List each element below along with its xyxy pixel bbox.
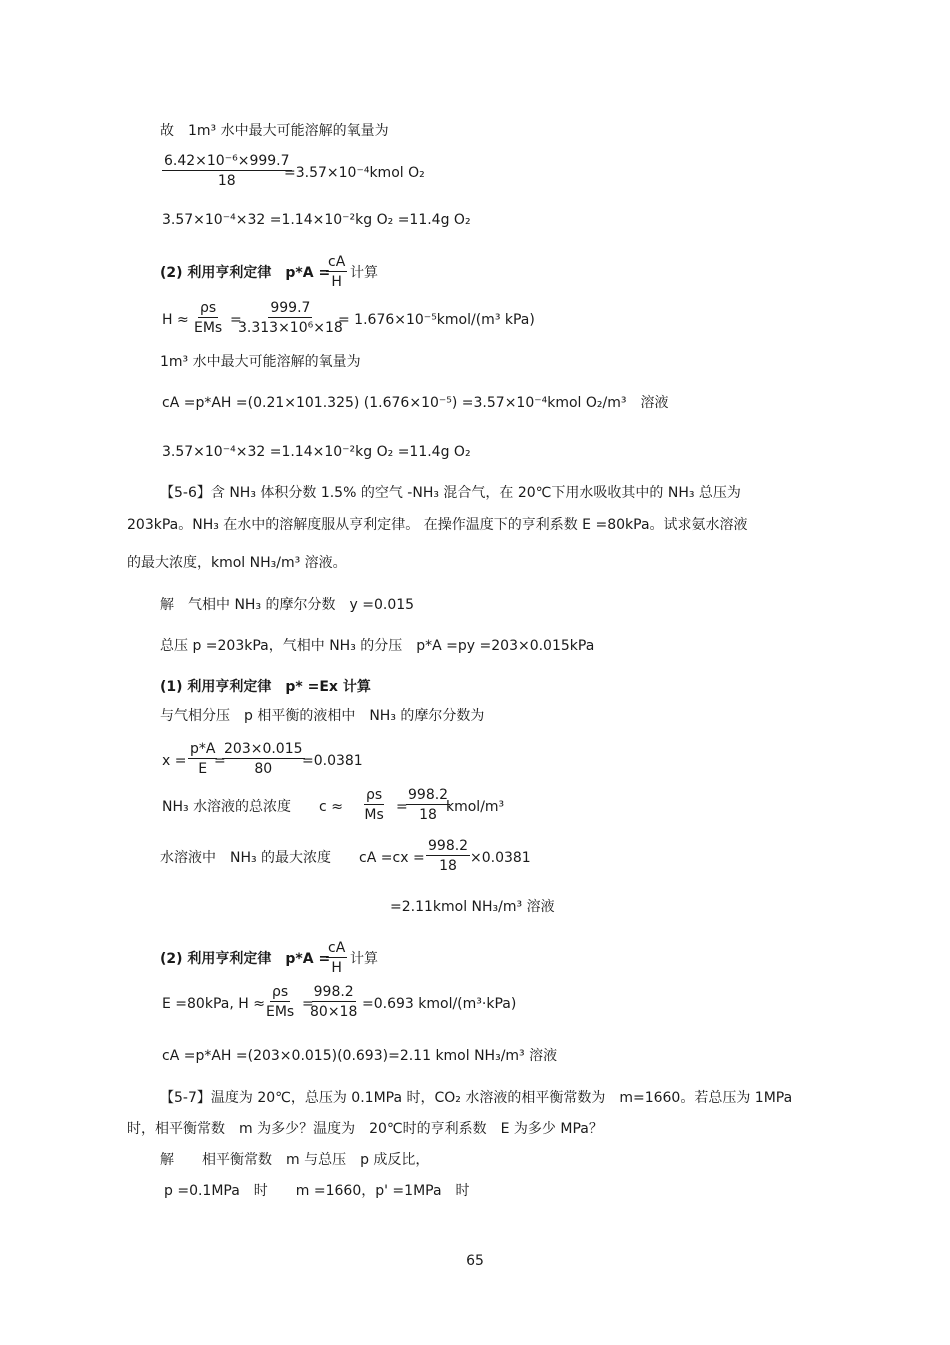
equation-text: = bbox=[396, 799, 408, 815]
equation-line: 3.57×10⁻⁴×32 =1.14×10⁻²kg O₂ =11.4g O₂ bbox=[162, 444, 471, 460]
denominator: H bbox=[331, 274, 342, 290]
numerator: p*A bbox=[190, 741, 216, 757]
denominator: Ms bbox=[364, 807, 384, 823]
fraction bbox=[162, 153, 292, 189]
denominator: EMs bbox=[266, 1004, 295, 1020]
denominator: EMs bbox=[194, 320, 223, 336]
denominator: H bbox=[331, 960, 342, 976]
text-line: 1m³ 水中最大可能溶解的氧量为 bbox=[160, 354, 361, 370]
fraction bbox=[194, 300, 222, 336]
equation-text: =0.0381 bbox=[302, 753, 363, 769]
solution-line: 解 气相中 NH₃ 的摩尔分数 y =0.015 bbox=[160, 597, 415, 613]
fraction bbox=[326, 940, 347, 976]
fraction bbox=[326, 254, 347, 290]
solution-line: (1) 利用亨利定律 p* =Ex 计算 bbox=[160, 679, 371, 695]
equation-text: = 1.676×10⁻⁵kmol/(m³ kPa) bbox=[338, 312, 535, 328]
page-number: 65 bbox=[466, 1253, 484, 1269]
equation-line: cA =p*AH =(0.21×101.325) (1.676×10⁻⁵) =3.57×10⁻⁴kmol O₂/m³ 溶液 bbox=[162, 395, 669, 411]
equation-text: (2) 利用亨利定律 p*A = bbox=[160, 265, 331, 281]
equation-text: =3.57×10⁻⁴kmol O₂ bbox=[284, 165, 425, 181]
solution-line: 解 相平衡常数 m 与总压 p 成反比， bbox=[160, 1152, 430, 1168]
problem-text: 时，相平衡常数 m 为多少？温度为 20℃时的亨利系数 E 为多少 MPa？ bbox=[127, 1121, 603, 1137]
equation-text: (2) 利用亨利定律 p*A = bbox=[160, 951, 331, 967]
denominator: 80 bbox=[254, 761, 273, 777]
denominator: 18 bbox=[419, 807, 437, 823]
equation-text: 计算 bbox=[350, 951, 378, 967]
problem-text: 【5-7】温度为 20℃，总压为 0.1MPa 时，CO₂ 水溶液的相平衡常数为 m=1660。若总压为 1MPa bbox=[160, 1090, 793, 1106]
problem-text: 【5-6】含 NH₃ 体积分数 1.5% 的空气 -NH₃ 混合气，在 20℃下用水吸收其中的 NH₃ 总压为 bbox=[160, 485, 741, 501]
fraction bbox=[222, 741, 305, 777]
denominator: E bbox=[198, 761, 208, 777]
fraction bbox=[310, 984, 357, 1020]
numerator: ρs bbox=[200, 300, 217, 316]
fraction bbox=[364, 787, 384, 823]
numerator: cA bbox=[328, 254, 346, 270]
solution-line: 总压 p =203kPa，气相中 NH₃ 的分压 p*A =py =203×0.015kPa bbox=[160, 638, 595, 654]
denominator: 18 bbox=[217, 173, 236, 189]
equation-text: x = bbox=[162, 753, 187, 769]
equation-text: NH₃ 水溶液的总浓度 c ≈ bbox=[162, 799, 343, 815]
problem-text: 的最大浓度，kmol NH₃/m³ 溶液。 bbox=[127, 555, 347, 571]
equation-text: 水溶液中 NH₃ 的最大浓度 cA =cx = bbox=[160, 850, 425, 866]
equation-text: ×0.0381 bbox=[470, 850, 531, 866]
equation-text: = bbox=[302, 996, 314, 1012]
numerator: 6.42×10⁻⁶×999.7 bbox=[164, 153, 290, 169]
equation-line: =2.11kmol NH₃/m³ 溶液 bbox=[390, 899, 555, 915]
fraction bbox=[426, 838, 470, 874]
text-line: 故 1m³ 水中最大可能溶解的氧量为 bbox=[160, 123, 389, 139]
equation-text: H ≈ bbox=[162, 312, 189, 328]
denominator: 18 bbox=[439, 858, 457, 874]
fraction bbox=[238, 300, 343, 336]
equation-line: cA =p*AH =(203×0.015)(0.693)=2.11 kmol NH₃/m³ 溶液 bbox=[162, 1048, 558, 1064]
equation-text: = bbox=[214, 753, 226, 769]
problem-text: 203kPa。NH₃ 在水中的溶解度服从亨利定律。 在操作温度下的亨利系数 E =80kPa。试求氨水溶液 bbox=[127, 517, 748, 533]
numerator: ρs bbox=[366, 787, 383, 803]
solution-line: 与气相分压 p 相平衡的液相中 NH₃ 的摩尔分数为 bbox=[160, 708, 485, 724]
numerator: cA bbox=[328, 940, 346, 956]
equation-text: 计算 bbox=[350, 265, 378, 281]
numerator: ρs bbox=[272, 984, 289, 1000]
fraction bbox=[406, 787, 450, 823]
equation-line: 3.57×10⁻⁴×32 =1.14×10⁻²kg O₂ =11.4g O₂ bbox=[162, 212, 471, 228]
fraction bbox=[266, 984, 294, 1020]
equation-text: E =80kPa, H ≈ bbox=[162, 996, 265, 1012]
denominator: 80×18 bbox=[310, 1004, 358, 1020]
equation-text: = bbox=[230, 312, 242, 328]
equation-text: =0.693 kmol/(m³·kPa) bbox=[362, 996, 517, 1012]
numerator: 998.2 bbox=[428, 838, 469, 854]
numerator: 203×0.015 bbox=[224, 741, 303, 757]
equation-text: kmol/m³ bbox=[446, 799, 505, 815]
numerator: 998.2 bbox=[408, 787, 449, 803]
denominator: 3.313×10⁶×18 bbox=[238, 320, 343, 336]
numerator: 998.2 bbox=[313, 984, 354, 1000]
solution-line: p =0.1MPa 时 m =1660，p' =1MPa 时 bbox=[164, 1183, 470, 1199]
numerator: 999.7 bbox=[270, 300, 311, 316]
